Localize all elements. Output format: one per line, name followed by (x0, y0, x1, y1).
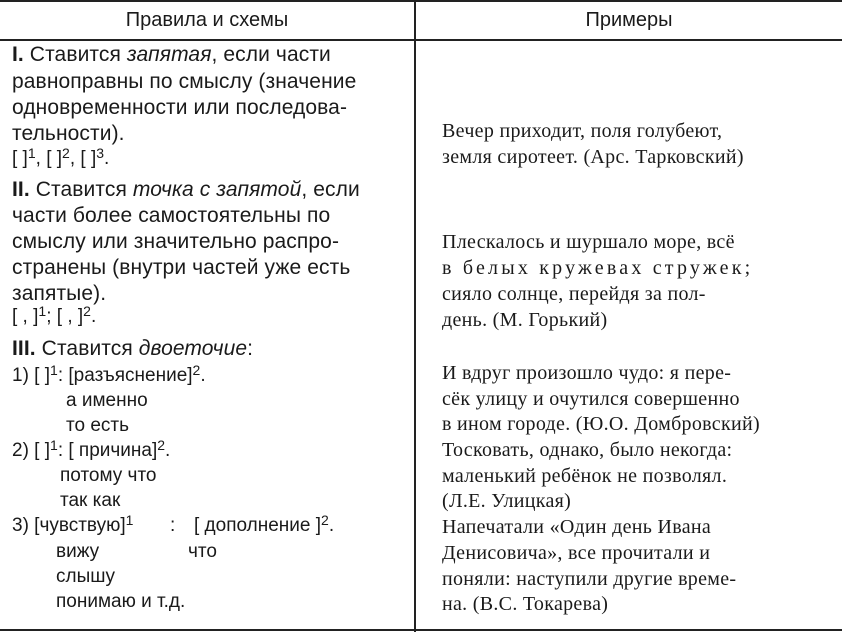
scheme-part: . (200, 365, 206, 386)
example-1-line-2: земля сиротеет. (Арс. Тарковский) (442, 146, 744, 168)
example-5-line-4: на. (В.С. Токарева) (442, 593, 609, 615)
rule-3-scheme-1-word-2: то есть (66, 415, 130, 436)
rule-2-text-a: Ставится (29, 178, 133, 201)
rule-3-scheme-1 (12, 362, 206, 387)
rule-2-line-1 (12, 178, 360, 202)
rule-1-text-a: Ставится (23, 43, 127, 66)
rule-3-number: III. (12, 337, 36, 360)
example-4-line-3: (Л.Е. Улицкая) (442, 490, 572, 512)
scheme-part: 1) [ ] (12, 365, 51, 386)
rule-3-scheme-3-word-3: понимаю и т.д. (56, 591, 186, 612)
rule-3-line-1 (12, 337, 253, 361)
rule-2-line-4: странены (внутри частей уже есть (12, 256, 351, 279)
rule-3-scheme-2-word-2: так как (60, 490, 121, 511)
rule-3-scheme-1-word-1: а именно (66, 390, 148, 411)
header-examples: Примеры (585, 9, 673, 31)
rule-1-scheme (12, 145, 110, 170)
scheme-part: ; [ , ] (46, 306, 84, 327)
rule-1-line-4: тельности). (12, 122, 125, 145)
scheme-index: 1 (50, 362, 58, 378)
rule-2-line-5: запятые). (12, 282, 107, 305)
scheme-index: 1 (50, 437, 58, 453)
rule-3-scheme-3-left (12, 512, 134, 537)
scheme-part: : [разъяснение] (57, 365, 193, 386)
example-4-line-2: маленький ребёнок не позволял. (442, 465, 728, 487)
scheme-index: 2 (62, 145, 70, 161)
scheme-part: . (165, 440, 171, 461)
scheme-part: . (90, 306, 97, 327)
example-3-line-1: И вдруг произошло чудо: я пере- (442, 362, 732, 384)
example-2-line-1: Плескалось и шуршало море, всё (442, 231, 735, 253)
example-5-line-2: Денисовича», все прочитали и (442, 542, 711, 564)
example-2-line-4: день. (М. Горький) (442, 309, 608, 331)
rule-2-line-2: части более самостоятельны по (12, 204, 331, 227)
scheme-part: [ дополнение ] (194, 515, 322, 536)
rule-2-scheme (12, 303, 97, 328)
scheme-index: 2 (157, 437, 166, 453)
scheme-part: [ , ] (12, 306, 39, 327)
example-2-line-3: сияло солнце, перейдя за пол- (442, 283, 706, 305)
scheme-index: 1 (27, 145, 36, 161)
table-bottom-border (0, 629, 842, 631)
scheme-index: 1 (125, 512, 134, 528)
rule-2-number: II. (12, 178, 30, 201)
scheme-index: 2 (83, 303, 91, 319)
rule-1-number: I. (12, 43, 24, 66)
scheme-part: . (104, 148, 110, 169)
example-2-line-2: в белых кружевах стружек; (442, 257, 754, 279)
rule-3-scheme-2-word-1: потому что (60, 465, 157, 486)
rule-3-scheme-3-word-1b: что (188, 541, 217, 562)
rule-1-line-3: одновременности или последова- (12, 96, 348, 119)
scheme-part: [ ] (12, 148, 28, 169)
example-3-line-3: в ином городе. (Ю.О. Домбровский) (442, 413, 760, 435)
rule-1-text-c: , если части (211, 43, 331, 66)
rule-2-line-3: смыслу или значительно распро- (12, 230, 340, 253)
rule-1-line-2: равноправны по смыслу (значение (12, 70, 357, 93)
scheme-index: 1 (38, 303, 47, 319)
rule-3-scheme-3-word-1: вижу (56, 541, 100, 562)
scheme-part: 2) [ ] (12, 440, 51, 461)
scheme-index: 2 (321, 512, 329, 528)
rule-1-mark: запятая (126, 43, 212, 66)
example-5-line-1: Напечатали «Один день Ивана (442, 516, 712, 538)
scheme-part: , [ ] (35, 148, 63, 169)
example-4-line-1: Тосковать, однако, было некогда: (442, 439, 733, 461)
scheme-index: 2 (192, 362, 201, 378)
rule-1-line-1 (12, 43, 331, 67)
scheme-part: , [ ] (69, 148, 97, 169)
rule-3-text-c: : (247, 337, 254, 360)
example-3-line-2: сёк улицу и очутился совершенно (442, 388, 740, 410)
rule-3-mark: двоеточие (138, 337, 248, 360)
scheme-part: . (328, 515, 335, 536)
header-rules-and-schemes: Правила и схемы (125, 9, 289, 31)
rule-3-scheme-2 (12, 437, 171, 462)
scheme-part: 3) [чувствую] (12, 515, 126, 536)
column-divider (414, 0, 416, 632)
scheme-part: : [ причина] (57, 440, 158, 461)
rule-3-scheme-3-word-2: слышу (56, 566, 115, 587)
rule-3-text-a: Ставится (35, 337, 139, 360)
rule-2-mark: точка с запятой (132, 178, 302, 201)
rule-2-text-c: , если (301, 178, 360, 201)
rule-3-scheme-3-right (194, 512, 335, 537)
rule-3-scheme-3-colon: : (170, 515, 176, 536)
scheme-index: 3 (96, 145, 105, 161)
example-5-line-3: поняли: наступили другие време- (442, 568, 737, 590)
example-1-line-1: Вечер приходит, поля голубеют, (442, 120, 723, 142)
